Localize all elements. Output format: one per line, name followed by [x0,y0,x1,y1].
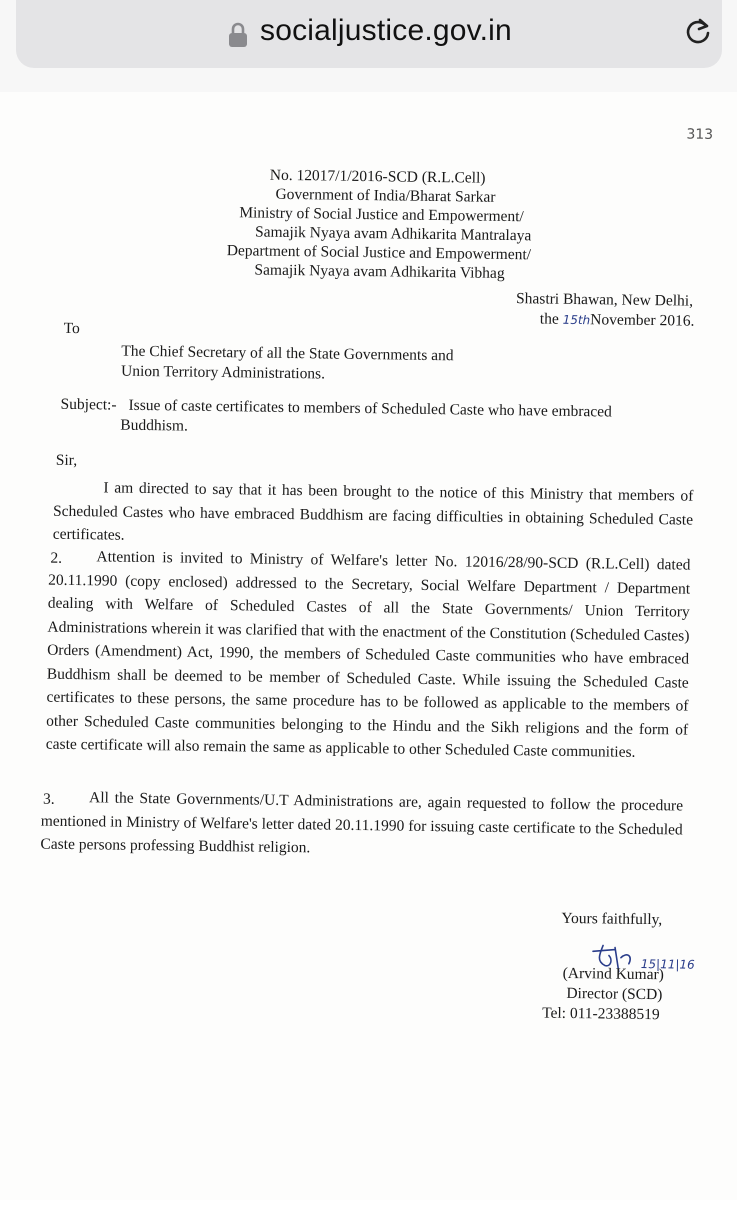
address-bar[interactable] [16,0,722,68]
letter [0,87,737,1205]
subject-line-1: Issue of caste certificates to members of Scheduled Caste who have embraced [128,396,612,421]
date-prefix: the [539,310,559,328]
department-line: Department of Social Justice and Empowerment/ [226,242,532,264]
salutation: Sir, [55,451,78,470]
to-label: To [63,319,80,338]
date-line [540,310,695,330]
signature-date: 15|11|16 [640,956,695,972]
government-line: Government of India/Bharat Sarkar [275,185,496,206]
recipient-line-1: The Chief Secretary of all the State Governments and [121,342,454,365]
paragraph-3: All the State Governments/U.T Administrations are, again requested to follow the procedure mentioned in Ministry of Welfare's letter dated 20.11.1990 for issuing caste certificate to the Scheduled Caste persons professing Buddhist religion. [40,789,684,857]
paragraph-2-number: 2. [50,549,63,567]
date-suffix: November 2016. [590,311,695,330]
mantralaya-line: Samajik Nyaya avam Adhikarita Mantralaya [254,223,532,245]
url-text[interactable]: socialjustice.gov.in [260,14,512,47]
browser-top-bar [0,0,737,92]
handwritten-date: 15th [562,312,591,328]
paragraph-1: I am directed to say that it has been brought to the notice of this Ministry that members of Scheduled Castes who have embraced Buddhism are facing difficulties in obtaining Scheduled Caste certificates. [52,479,694,544]
paragraph-2: Attention is invited to Ministry of Welfare's letter No. 12016/28/90-SCD (R.L.Cell) dated 20.11.1990 (copy enclosed) addressed to the Secretary, Social Welfare Department / Department dealing with Welfare of Scheduled Castes of all the State Governments/ Union Territory Administrations wherein it was clarified that with the enactment of the Constitution (Scheduled Castes) Orders (Amendment) Act, 1990, the members of Scheduled Caste communities who have embraced Buddhism shall be deemed to be member of Scheduled Caste. While issuing the Scheduled Caste certificates to these persons, the same procedure has to be followed as applicable to the members of other Scheduled Caste communities belonging to the Hindu and the Sikh religions and the form of caste certificate will also remain the same as applicable to other Scheduled Caste communities. [45,548,691,761]
ministry-line: Ministry of Social Justice and Empowerment/ [239,204,524,226]
place-line: Shastri Bhawan, New Delhi, [515,290,694,310]
signatory-name: (Arvind Kumar) [562,964,664,984]
vibhag-line: Samajik Nyaya avam Adhikarita Vibhag [254,261,505,282]
lock-icon [228,22,248,48]
reload-icon[interactable] [682,16,714,48]
subject-line-2: Buddhism. [120,416,189,435]
document-page [0,92,737,1200]
file-number: No. 12017/1/2016-SCD (R.L.Cell) [269,166,486,187]
signatory-title: Director (SCD) [566,984,663,1004]
recipient-line-2: Union Territory Administrations. [120,362,326,383]
closing: Yours faithfully, [561,909,663,929]
letter-header [226,165,532,283]
subject-label: Subject:- [60,395,117,414]
paragraph-3-number: 3. [42,790,55,808]
page-number: 313 [686,126,714,143]
signatory-telephone: Tel: 011-23388519 [542,1004,660,1024]
